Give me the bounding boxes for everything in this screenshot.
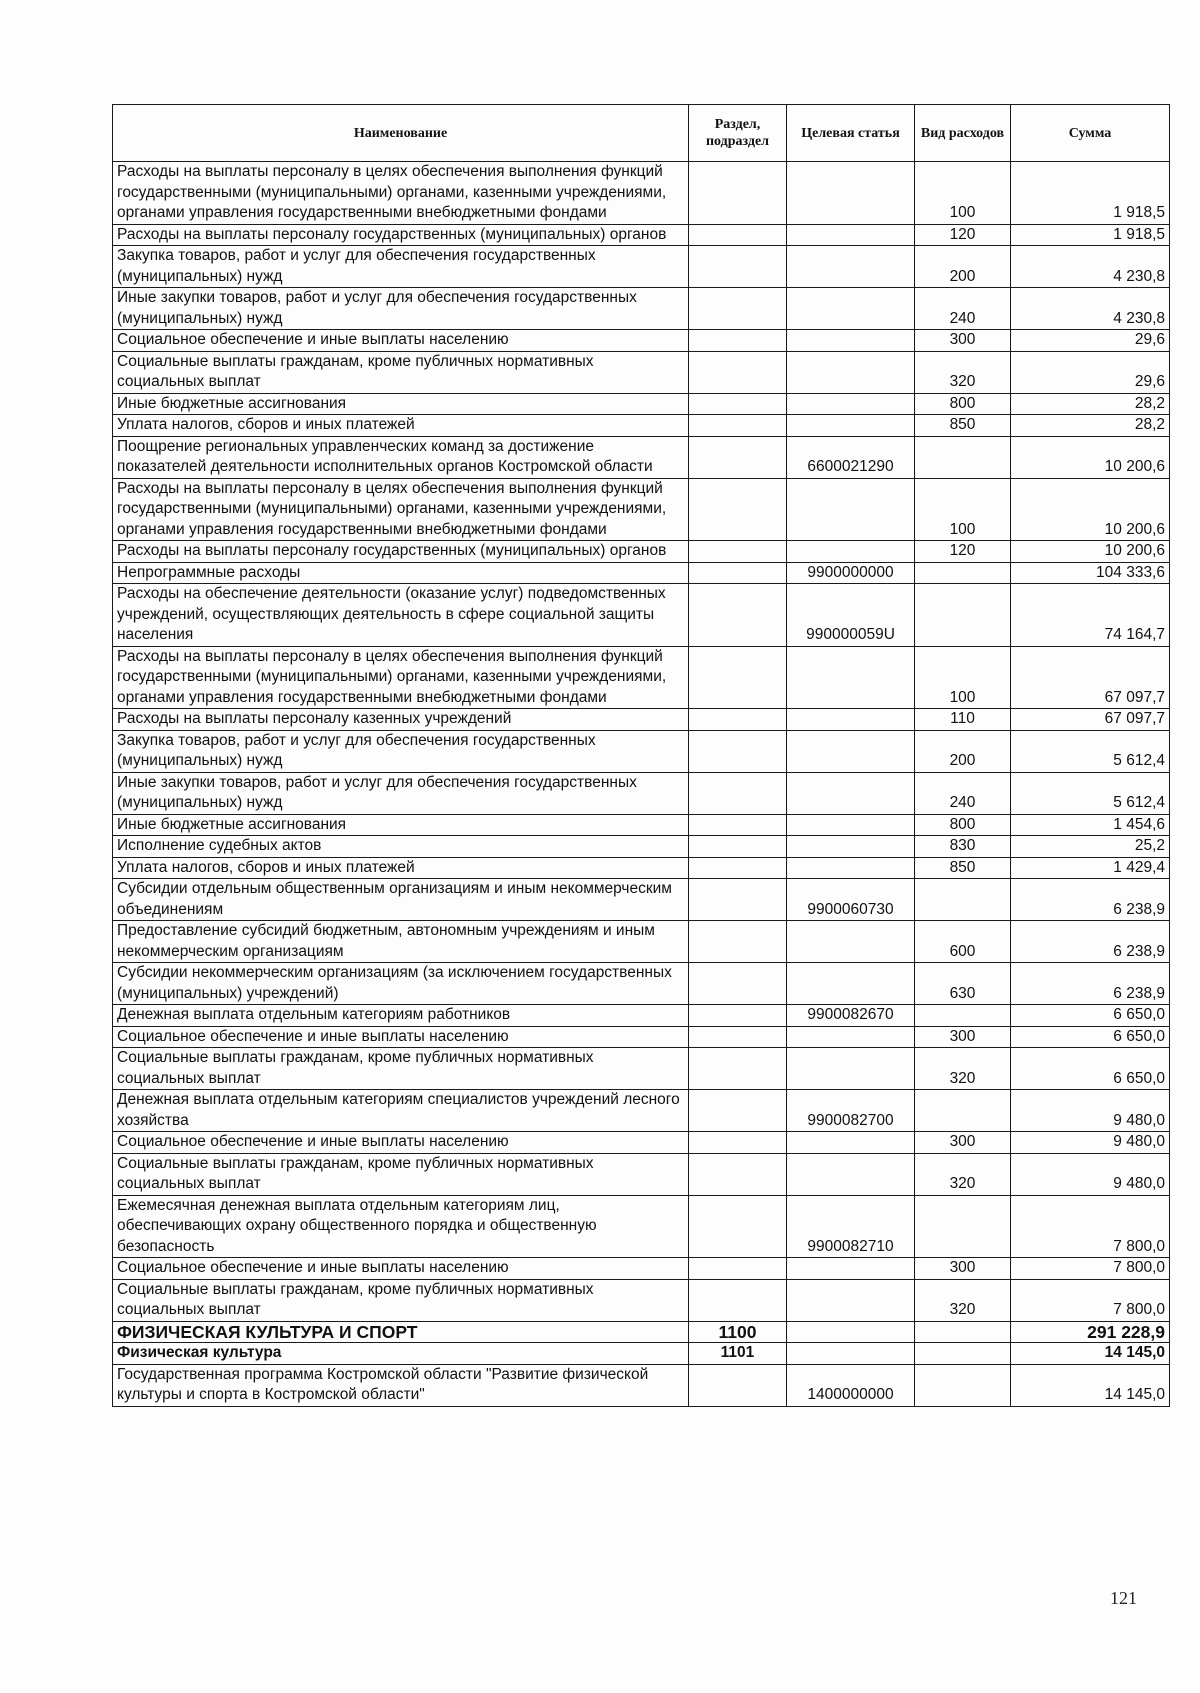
row-kind-cell: 320: [915, 1048, 1011, 1090]
table-row: [113, 857, 1170, 879]
row-name-cell: Социальные выплаты гражданам, кроме публичных нормативных социальных выплат: [113, 1153, 689, 1195]
row-section-cell: [689, 1195, 787, 1258]
row-section-cell: [689, 857, 787, 879]
row-kind-cell: [915, 436, 1011, 478]
row-article-cell: 1400000000: [787, 1364, 915, 1406]
row-name-cell: Уплата налогов, сборов и иных платежей: [113, 857, 689, 879]
row-kind-cell: 320: [915, 1153, 1011, 1195]
row-kind-cell: 300: [915, 1258, 1011, 1280]
table-row: [113, 963, 1170, 1005]
row-kind-cell: 320: [915, 351, 1011, 393]
row-kind-cell: [915, 1195, 1011, 1258]
row-sum-cell: 5 612,4: [1011, 730, 1170, 772]
row-sum-cell: 4 230,8: [1011, 288, 1170, 330]
table-row: [113, 1321, 1170, 1343]
row-sum-cell: 291 228,9: [1011, 1321, 1170, 1343]
row-article-cell: [787, 1026, 915, 1048]
row-name-cell: Социальные выплаты гражданам, кроме публичных нормативных социальных выплат: [113, 351, 689, 393]
header-article: Целевая статья: [787, 105, 915, 162]
row-name-cell: Социальные выплаты гражданам, кроме публичных нормативных социальных выплат: [113, 1279, 689, 1321]
row-name-cell: Денежная выплата отдельным категориям работников: [113, 1005, 689, 1027]
row-name-cell: Закупка товаров, работ и услуг для обеспечения государственных (муниципальных) нужд: [113, 246, 689, 288]
row-kind-cell: 120: [915, 224, 1011, 246]
row-kind-cell: 850: [915, 415, 1011, 437]
row-kind-cell: 300: [915, 1026, 1011, 1048]
table-row: [113, 1005, 1170, 1027]
table-row: [113, 836, 1170, 858]
row-section-cell: [689, 709, 787, 731]
row-sum-cell: 9 480,0: [1011, 1153, 1170, 1195]
row-kind-cell: 300: [915, 330, 1011, 352]
table-row: [113, 246, 1170, 288]
row-article-cell: [787, 1153, 915, 1195]
row-article-cell: [787, 351, 915, 393]
row-name-cell: Государственная программа Костромской области "Развитие физической культуры и спорта в Костромской области": [113, 1364, 689, 1406]
table-row: [113, 814, 1170, 836]
row-article-cell: [787, 330, 915, 352]
row-name-cell: ФИЗИЧЕСКАЯ КУЛЬТУРА И СПОРТ: [113, 1321, 689, 1343]
row-kind-cell: 800: [915, 814, 1011, 836]
row-sum-cell: 104 333,6: [1011, 562, 1170, 584]
row-section-cell: [689, 351, 787, 393]
table-row: [113, 584, 1170, 647]
table-row: [113, 1026, 1170, 1048]
row-article-cell: [787, 224, 915, 246]
row-name-cell: Субсидии некоммерческим организациям (за исключением государственных (муниципальных) учреждений): [113, 963, 689, 1005]
row-name-cell: Субсидии отдельным общественным организациям и иным некоммерческим объединениям: [113, 879, 689, 921]
table-row: [113, 1153, 1170, 1195]
row-kind-cell: [915, 879, 1011, 921]
row-sum-cell: 67 097,7: [1011, 646, 1170, 709]
table-row: [113, 162, 1170, 225]
row-section-cell: [689, 562, 787, 584]
row-kind-cell: [915, 562, 1011, 584]
row-sum-cell: 6 238,9: [1011, 963, 1170, 1005]
row-section-cell: [689, 1153, 787, 1195]
row-article-cell: 6600021290: [787, 436, 915, 478]
row-kind-cell: 240: [915, 288, 1011, 330]
row-section-cell: [689, 730, 787, 772]
row-sum-cell: 74 164,7: [1011, 584, 1170, 647]
row-name-cell: Поощрение региональных управленческих команд за достижение показателей деятельности исполнительных органов Костромской области: [113, 436, 689, 478]
row-kind-cell: 120: [915, 541, 1011, 563]
row-section-cell: [689, 415, 787, 437]
row-section-cell: [689, 288, 787, 330]
row-kind-cell: 100: [915, 478, 1011, 541]
row-name-cell: Расходы на выплаты персоналу казенных учреждений: [113, 709, 689, 731]
row-section-cell: [689, 330, 787, 352]
header-name: Наименование: [113, 105, 689, 162]
row-sum-cell: 4 230,8: [1011, 246, 1170, 288]
row-sum-cell: 1 918,5: [1011, 162, 1170, 225]
row-article-cell: [787, 1258, 915, 1280]
row-section-cell: [689, 224, 787, 246]
table-row: [113, 330, 1170, 352]
row-name-cell: Расходы на выплаты персоналу государственных (муниципальных) органов: [113, 224, 689, 246]
row-sum-cell: 9 480,0: [1011, 1132, 1170, 1154]
row-kind-cell: [915, 1364, 1011, 1406]
row-kind-cell: [915, 1343, 1011, 1365]
table-row: [113, 1195, 1170, 1258]
row-name-cell: Иные бюджетные ассигнования: [113, 393, 689, 415]
row-section-cell: [689, 921, 787, 963]
header-sum: Сумма: [1011, 105, 1170, 162]
row-sum-cell: 7 800,0: [1011, 1195, 1170, 1258]
row-article-cell: 9900000000: [787, 562, 915, 584]
table-header-row: [113, 105, 1170, 162]
row-sum-cell: 9 480,0: [1011, 1090, 1170, 1132]
row-kind-cell: 100: [915, 162, 1011, 225]
row-section-cell: [689, 393, 787, 415]
row-kind-cell: [915, 1005, 1011, 1027]
row-article-cell: 9900082710: [787, 1195, 915, 1258]
row-kind-cell: 630: [915, 963, 1011, 1005]
row-sum-cell: 1 918,5: [1011, 224, 1170, 246]
row-section-cell: [689, 879, 787, 921]
row-article-cell: [787, 709, 915, 731]
row-kind-cell: 850: [915, 857, 1011, 879]
table-row: [113, 436, 1170, 478]
row-name-cell: Уплата налогов, сборов и иных платежей: [113, 415, 689, 437]
row-section-cell: [689, 836, 787, 858]
row-article-cell: [787, 730, 915, 772]
row-section-cell: [689, 1364, 787, 1406]
row-article-cell: [787, 836, 915, 858]
table-row: [113, 1343, 1170, 1365]
row-section-cell: [689, 541, 787, 563]
row-name-cell: Иные бюджетные ассигнования: [113, 814, 689, 836]
row-section-cell: [689, 1005, 787, 1027]
table-row: [113, 772, 1170, 814]
row-article-cell: [787, 415, 915, 437]
row-section-cell: [689, 814, 787, 836]
table-row: [113, 1279, 1170, 1321]
row-article-cell: [787, 814, 915, 836]
header-section: Раздел, подраздел: [689, 105, 787, 162]
row-section-cell: [689, 1132, 787, 1154]
row-article-cell: [787, 1048, 915, 1090]
row-sum-cell: 28,2: [1011, 393, 1170, 415]
row-name-cell: Расходы на выплаты персоналу в целях обеспечения выполнения функций государственными (муниципальными) органами, казенными учреждениями, органами управления государственными внебюджетными фондами: [113, 162, 689, 225]
row-section-cell: [689, 436, 787, 478]
table-body: [113, 162, 1170, 1407]
table-row: [113, 921, 1170, 963]
row-section-cell: [689, 772, 787, 814]
table-row: [113, 541, 1170, 563]
row-name-cell: Расходы на выплаты персоналу в целях обеспечения выполнения функций государственными (муниципальными) органами, казенными учреждениями, органами управления государственными внебюджетными фондами: [113, 646, 689, 709]
row-kind-cell: [915, 1090, 1011, 1132]
row-name-cell: Социальное обеспечение и иные выплаты населению: [113, 1132, 689, 1154]
row-section-cell: 1101: [689, 1343, 787, 1365]
row-name-cell: Закупка товаров, работ и услуг для обеспечения государственных (муниципальных) нужд: [113, 730, 689, 772]
table-row: [113, 709, 1170, 731]
table-row: [113, 730, 1170, 772]
row-sum-cell: 10 200,6: [1011, 436, 1170, 478]
row-article-cell: [787, 1132, 915, 1154]
row-article-cell: [787, 1343, 915, 1365]
row-sum-cell: 29,6: [1011, 330, 1170, 352]
row-sum-cell: 1 429,4: [1011, 857, 1170, 879]
row-name-cell: Расходы на обеспечение деятельности (оказание услуг) подведомственных учреждений, осуществляющих деятельность в сфере социальной защиты населения: [113, 584, 689, 647]
row-article-cell: [787, 1321, 915, 1343]
header-kind: Вид расходов: [915, 105, 1011, 162]
row-sum-cell: 28,2: [1011, 415, 1170, 437]
row-section-cell: [689, 1048, 787, 1090]
table-row: [113, 288, 1170, 330]
row-sum-cell: 6 650,0: [1011, 1005, 1170, 1027]
row-article-cell: [787, 393, 915, 415]
row-section-cell: [689, 1026, 787, 1048]
row-section-cell: [689, 963, 787, 1005]
row-kind-cell: 300: [915, 1132, 1011, 1154]
row-article-cell: [787, 963, 915, 1005]
row-sum-cell: 6 238,9: [1011, 921, 1170, 963]
row-sum-cell: 14 145,0: [1011, 1364, 1170, 1406]
row-name-cell: Социальные выплаты гражданам, кроме публичных нормативных социальных выплат: [113, 1048, 689, 1090]
row-sum-cell: 6 238,9: [1011, 879, 1170, 921]
row-name-cell: Предоставление субсидий бюджетным, автономным учреждениям и иным некоммерческим организациям: [113, 921, 689, 963]
row-name-cell: Социальное обеспечение и иные выплаты населению: [113, 1026, 689, 1048]
row-sum-cell: 7 800,0: [1011, 1258, 1170, 1280]
table-row: [113, 1364, 1170, 1406]
row-article-cell: 9900082700: [787, 1090, 915, 1132]
row-section-cell: 1100: [689, 1321, 787, 1343]
table-row: [113, 224, 1170, 246]
row-sum-cell: 14 145,0: [1011, 1343, 1170, 1365]
row-article-cell: [787, 646, 915, 709]
row-article-cell: [787, 246, 915, 288]
budget-table: [112, 104, 1170, 1407]
row-section-cell: [689, 1258, 787, 1280]
row-kind-cell: 800: [915, 393, 1011, 415]
row-section-cell: [689, 1279, 787, 1321]
row-article-cell: [787, 1279, 915, 1321]
row-name-cell: Исполнение судебных актов: [113, 836, 689, 858]
row-article-cell: 9900082670: [787, 1005, 915, 1027]
row-article-cell: [787, 857, 915, 879]
row-article-cell: 9900060730: [787, 879, 915, 921]
table-row: [113, 646, 1170, 709]
row-article-cell: [787, 541, 915, 563]
row-name-cell: Расходы на выплаты персоналу государственных (муниципальных) органов: [113, 541, 689, 563]
row-sum-cell: 6 650,0: [1011, 1048, 1170, 1090]
row-kind-cell: [915, 584, 1011, 647]
row-kind-cell: 200: [915, 730, 1011, 772]
row-name-cell: Ежемесячная денежная выплата отдельным категориям лиц, обеспечивающих охрану общественного порядка и общественную безопасность: [113, 1195, 689, 1258]
row-kind-cell: [915, 1321, 1011, 1343]
row-kind-cell: 830: [915, 836, 1011, 858]
row-sum-cell: 25,2: [1011, 836, 1170, 858]
table-row: [113, 393, 1170, 415]
row-name-cell: Иные закупки товаров, работ и услуг для обеспечения государственных (муниципальных) нужд: [113, 288, 689, 330]
table-row: [113, 351, 1170, 393]
row-section-cell: [689, 1090, 787, 1132]
row-kind-cell: 600: [915, 921, 1011, 963]
row-sum-cell: 6 650,0: [1011, 1026, 1170, 1048]
row-name-cell: Денежная выплата отдельным категориям специалистов учреждений лесного хозяйства: [113, 1090, 689, 1132]
row-section-cell: [689, 478, 787, 541]
row-sum-cell: 5 612,4: [1011, 772, 1170, 814]
row-sum-cell: 10 200,6: [1011, 541, 1170, 563]
table-row: [113, 879, 1170, 921]
row-kind-cell: 320: [915, 1279, 1011, 1321]
row-article-cell: 990000059U: [787, 584, 915, 647]
row-sum-cell: 29,6: [1011, 351, 1170, 393]
table-row: [113, 1048, 1170, 1090]
row-name-cell: Физическая культура: [113, 1343, 689, 1365]
row-name-cell: Иные закупки товаров, работ и услуг для обеспечения государственных (муниципальных) нужд: [113, 772, 689, 814]
row-section-cell: [689, 246, 787, 288]
row-section-cell: [689, 162, 787, 225]
table-row: [113, 1090, 1170, 1132]
row-section-cell: [689, 584, 787, 647]
table-row: [113, 415, 1170, 437]
row-article-cell: [787, 288, 915, 330]
row-sum-cell: 67 097,7: [1011, 709, 1170, 731]
row-article-cell: [787, 162, 915, 225]
row-kind-cell: 100: [915, 646, 1011, 709]
row-section-cell: [689, 646, 787, 709]
page-number: 121: [1110, 1588, 1137, 1608]
row-name-cell: Расходы на выплаты персоналу в целях обеспечения выполнения функций государственными (муниципальными) органами, казенными учреждениями, органами управления государственными внебюджетными фондами: [113, 478, 689, 541]
table-row: [113, 562, 1170, 584]
row-name-cell: Социальное обеспечение и иные выплаты населению: [113, 1258, 689, 1280]
row-sum-cell: 10 200,6: [1011, 478, 1170, 541]
row-article-cell: [787, 921, 915, 963]
table-row: [113, 478, 1170, 541]
row-name-cell: Социальное обеспечение и иные выплаты населению: [113, 330, 689, 352]
row-name-cell: Непрограммные расходы: [113, 562, 689, 584]
row-article-cell: [787, 478, 915, 541]
row-kind-cell: 200: [915, 246, 1011, 288]
table-row: [113, 1258, 1170, 1280]
row-sum-cell: 1 454,6: [1011, 814, 1170, 836]
row-kind-cell: 110: [915, 709, 1011, 731]
row-article-cell: [787, 772, 915, 814]
table-row: [113, 1132, 1170, 1154]
row-sum-cell: 7 800,0: [1011, 1279, 1170, 1321]
row-kind-cell: 240: [915, 772, 1011, 814]
